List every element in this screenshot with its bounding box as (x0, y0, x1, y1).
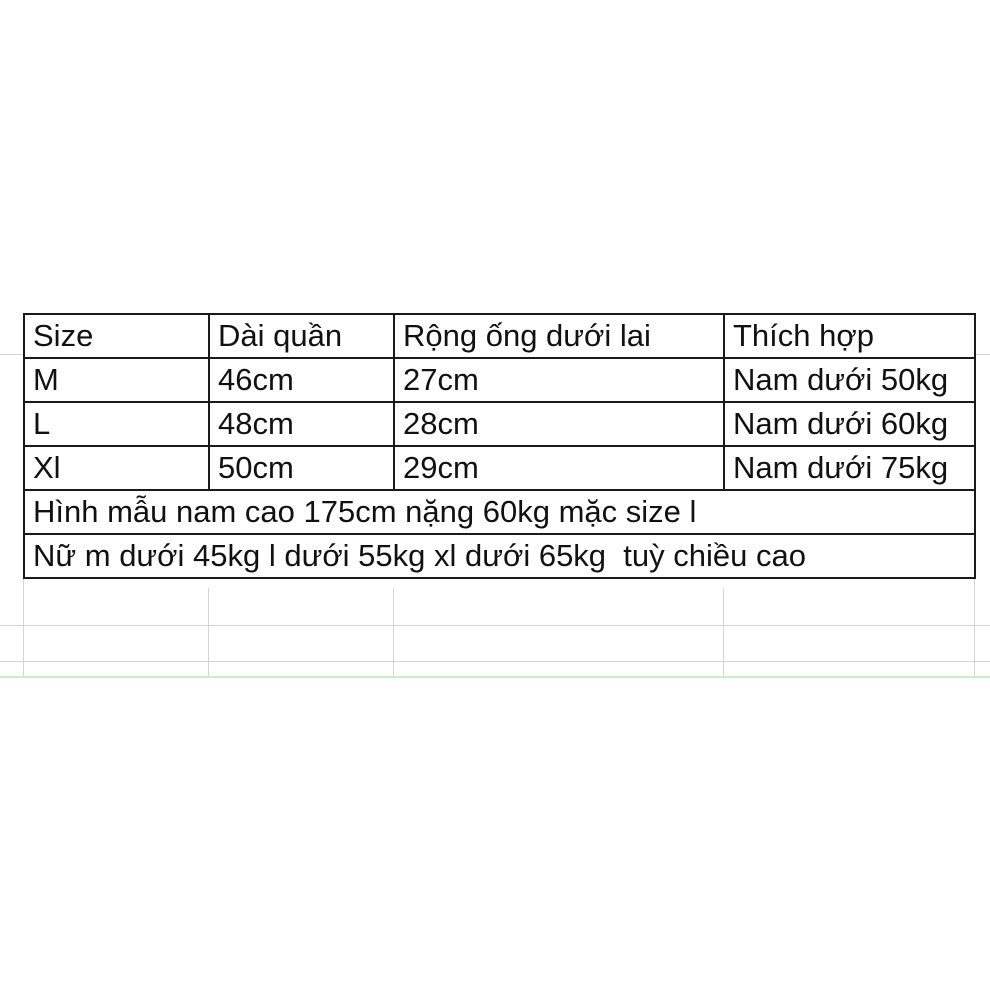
gridline (0, 676, 990, 678)
gridline (208, 588, 209, 678)
table-cell[interactable]: 28cm (394, 402, 724, 446)
note-cell[interactable]: Hình mẫu nam cao 175cm nặng 60kg mặc size l (24, 490, 975, 534)
note-row (24, 490, 975, 534)
gridline (0, 625, 990, 626)
table-cell[interactable]: Xl (24, 446, 209, 490)
table-cell[interactable]: 48cm (209, 402, 394, 446)
table-cell[interactable]: Nam dưới 75kg (724, 446, 975, 490)
note-cell[interactable]: Nữ m dưới 45kg l dưới 55kg xl dưới 65kg tuỳ chiều cao (24, 534, 975, 578)
header-cell[interactable]: Thích hợp (724, 314, 975, 358)
gridline (0, 661, 990, 662)
table-row (24, 446, 975, 490)
header-cell[interactable]: Size (24, 314, 209, 358)
table-cell[interactable]: Nam dưới 50kg (724, 358, 975, 402)
gridline (0, 354, 23, 355)
note-row (24, 534, 975, 578)
header-cell[interactable]: Rộng ống dưới lai (394, 314, 724, 358)
header-cell[interactable]: Dài quần (209, 314, 394, 358)
table-header-row (24, 314, 975, 358)
table-cell[interactable]: 29cm (394, 446, 724, 490)
table-cell[interactable]: Nam dưới 60kg (724, 402, 975, 446)
table-row (24, 402, 975, 446)
table-cell[interactable]: 50cm (209, 446, 394, 490)
table-cell[interactable]: M (24, 358, 209, 402)
size-chart-table (23, 313, 976, 579)
gridline (393, 588, 394, 678)
table-cell[interactable]: L (24, 402, 209, 446)
table-row (24, 358, 975, 402)
table-cell[interactable]: 46cm (209, 358, 394, 402)
table-cell[interactable]: 27cm (394, 358, 724, 402)
gridline (723, 588, 724, 678)
gridline (974, 354, 990, 355)
